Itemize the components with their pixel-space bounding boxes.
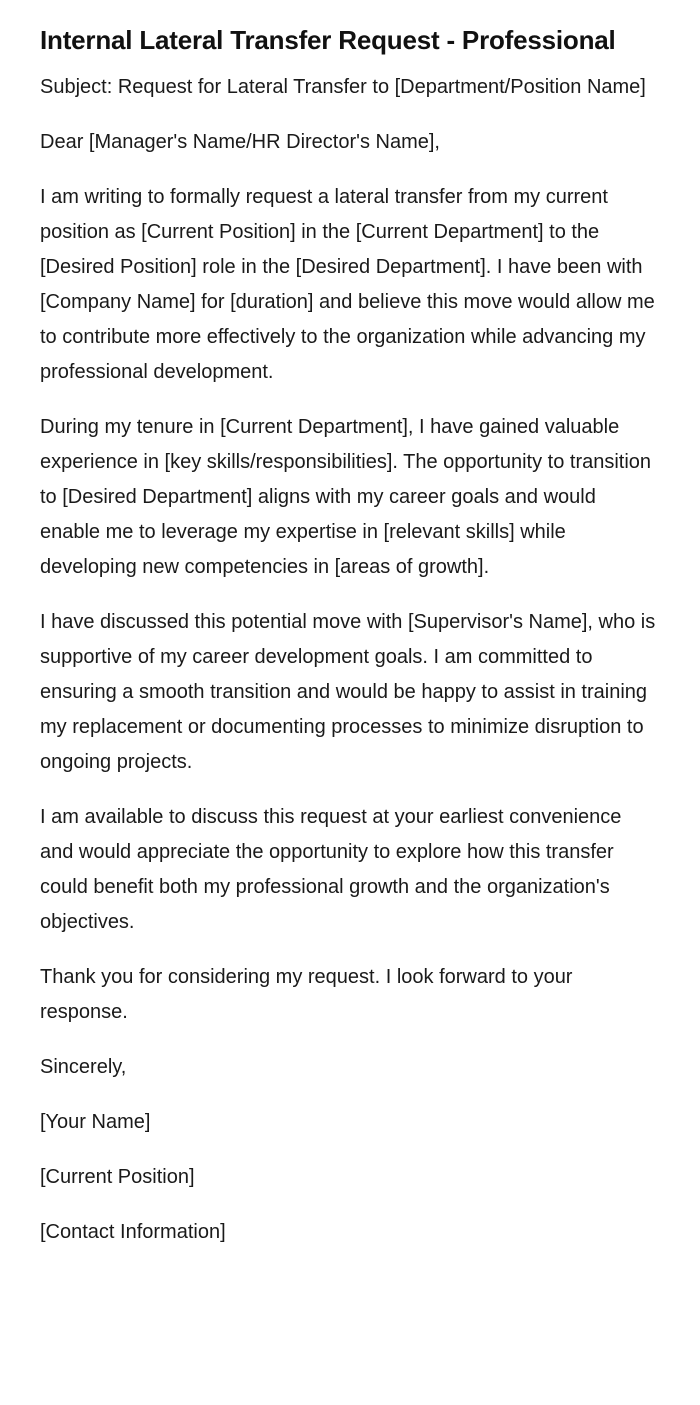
- signature-position: [Current Position]: [40, 1166, 195, 1188]
- body-paragraph-3: I have discussed this potential move with [Supervisor's Name], who is supportive of my career development goals. I am committed to ensuring a smooth transition and would be happy to assist in training my replacement or documenting processes to minimize disruption to ongoing projects.: [40, 611, 656, 773]
- closing: Sincerely,: [40, 1056, 127, 1078]
- body-paragraph-1: I am writing to formally request a lateral transfer from my current position as [Current Position] in the [Current Department] to the [Desired Position] role in the [Desired Department]. I have been with [Company Name] for [duration] and believe this move would allow me to contribute more effectively to the organization while advancing my professional development.: [40, 186, 655, 383]
- signature-contact: [Contact Information]: [40, 1221, 226, 1243]
- body-paragraph-4: I am available to discuss this request at your earliest convenience and would appreciate the opportunity to explore how this transfer could benefit both my professional growth and the organization's objectives.: [40, 806, 622, 933]
- body-paragraph-2: During my tenure in [Current Department], I have gained valuable experience in [key skills/responsibilities]. The opportunity to transition to [Desired Department] aligns with my career goals and would enable me to leverage my expertise in [relevant skills] while developing new competencies in [areas of growth].: [40, 416, 652, 578]
- signature-name: [Your Name]: [40, 1111, 151, 1133]
- greeting: Dear [Manager's Name/HR Director's Name],: [40, 131, 440, 153]
- body-paragraph-5: Thank you for considering my request. I look forward to your response.: [40, 966, 573, 1023]
- subject-line: Subject: Request for Lateral Transfer to [Department/Position Name]: [40, 76, 646, 98]
- document-title: Internal Lateral Transfer Request - Professional: [40, 25, 616, 55]
